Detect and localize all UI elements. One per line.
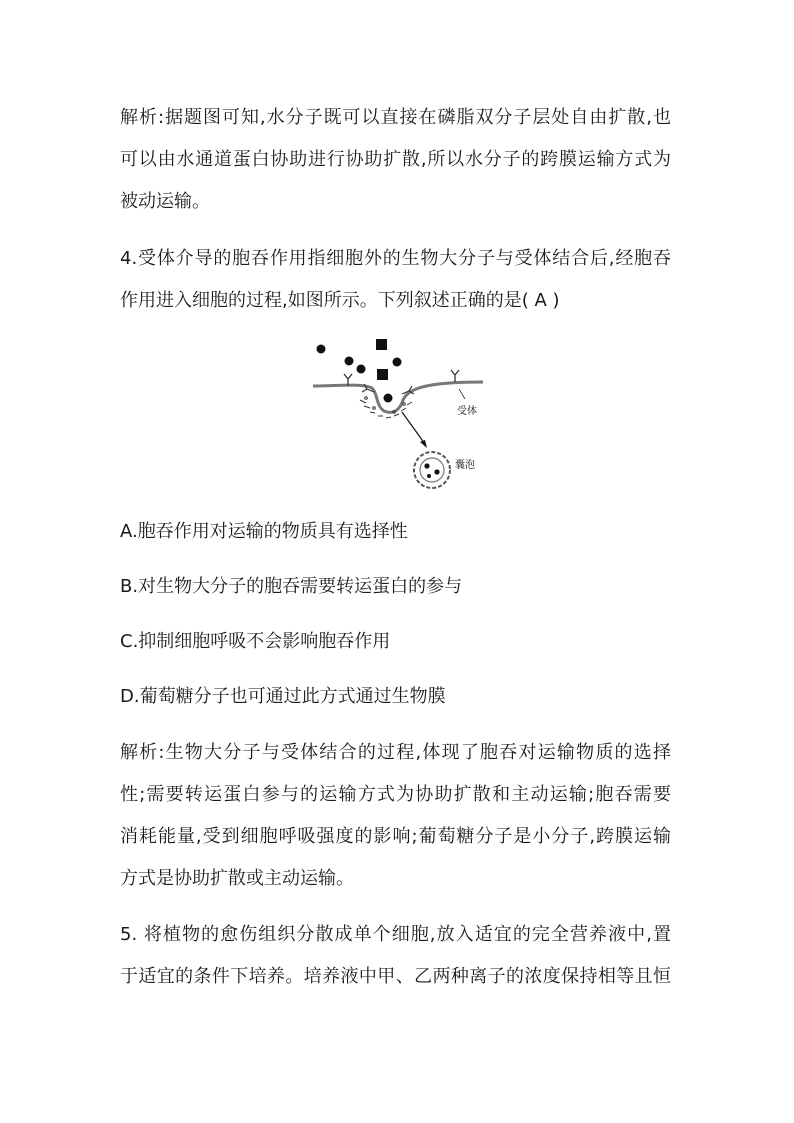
q4-analysis-line-1: 解析:生物大分子与受体结合的过程,体现了胞吞对运输物质的选择 — [120, 742, 671, 763]
vesicle-content-dot — [427, 474, 431, 478]
q3-analysis-line-3: 被动运输。 — [120, 191, 210, 212]
macromolecule-dot — [317, 345, 326, 354]
macromolecule-square — [377, 369, 388, 380]
macromolecule-dot — [393, 358, 402, 367]
macromolecule-dot — [345, 357, 354, 366]
vesicle-inner-membrane — [420, 458, 444, 482]
macromolecule-dot — [357, 365, 366, 374]
q4-option-d: D.葡萄糖分子也可通过此方式通过生物膜 — [120, 686, 446, 707]
q5-stem-line-1: 5. 将植物的愈伤组织分散成单个细胞,放入适宜的完全营养液中,置 — [120, 924, 671, 945]
endocytosis-diagram — [308, 332, 488, 492]
q5-stem-line-2: 于适宜的条件下培养。培养液中甲、乙两种离子的浓度保持相等且恒 — [120, 966, 671, 987]
q4-option-a: A.胞吞作用对运输的物质具有选择性 — [120, 521, 408, 542]
q4-option-c: C.抑制细胞呼吸不会影响胞吞作用 — [120, 631, 391, 652]
vesicle-membrane — [414, 452, 450, 488]
vesicle-content-dot — [424, 463, 429, 468]
vesicle-label: 囊泡 — [455, 460, 475, 471]
macromolecule-dot — [384, 394, 393, 403]
vesicle-content-dot — [434, 469, 439, 474]
q4-stem-line-2: 作用进入细胞的过程,如图所示。下列叙述正确的是( A ) — [120, 290, 560, 311]
receptor-label-line — [459, 389, 465, 399]
macromolecule-square — [376, 339, 387, 350]
receptor-label: 受体 — [457, 406, 477, 417]
arrow-line — [402, 412, 425, 444]
q4-stem-line-1: 4.受体介导的胞吞作用指细胞外的生物大分子与受体结合后,经胞吞 — [120, 248, 671, 269]
q4-analysis-line-3: 消耗能量,受到细胞呼吸强度的影响;葡萄糖分子是小分子,跨膜运输 — [120, 826, 671, 847]
q4-analysis-line-4: 方式是协助扩散或主动运输。 — [120, 868, 354, 889]
q3-analysis-line-2: 可以由水通道蛋白协助进行协助扩散,所以水分子的跨膜运输方式为 — [120, 149, 671, 170]
q4-analysis-line-2: 性;需要转运蛋白参与的运输方式为协助扩散和主动运输;胞吞需要 — [120, 784, 671, 805]
receptor-icon — [451, 370, 459, 382]
q3-analysis-line-1: 解析:据题图可知,水分子既可以直接在磷脂双分子层处自由扩散,也 — [120, 107, 671, 128]
q4-option-b: B.对生物大分子的胞吞需要转运蛋白的参与 — [120, 576, 463, 597]
arrow-head-icon — [420, 440, 427, 448]
